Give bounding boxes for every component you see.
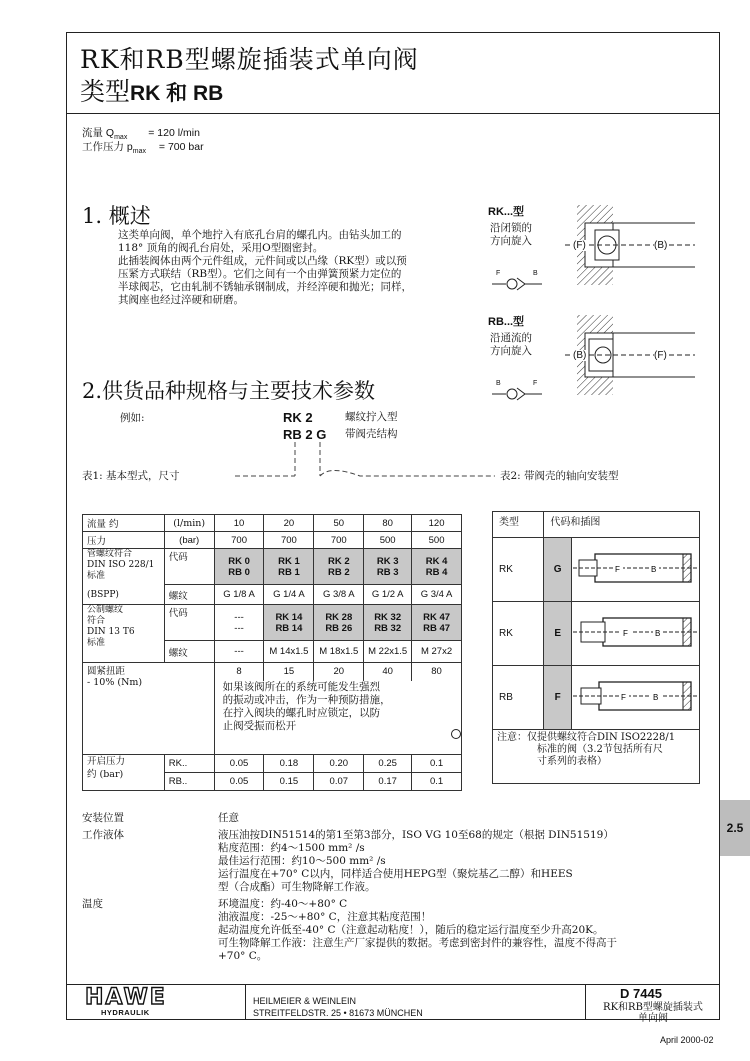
rb-symbol-f: F [533,380,538,387]
table-row: RB F F B [493,666,700,730]
table-row: RK E F B [493,602,700,666]
note-circle-icon [450,728,462,740]
table-row: 圆紧扭距 - 10% (Nm) 8 15 20 40 80 [83,663,462,681]
rb-symbol-b: B [496,380,501,387]
rb-description: 沿通流的 方向旋入 [490,332,532,357]
rk-port-f: (F) [573,240,586,251]
section-1-heading: 1. 概述 [82,204,151,228]
fluid-text: 液压油按DIN51514的第1至第3部分，ISO VG 10至68的规定（根据 DIN51519） 粘度范围：约4～1500 mm² /s 最佳运行范围：约10～500 mm² /s 运行温度在+70° C以内，同样适合使用HEPG型（聚烷基乙二醇）和HEES 型（合成酯）可生物降解工作液。 [218,829,614,893]
rk-port-b: (B) [654,240,668,251]
rk-symbol-f: F [496,270,501,277]
section-1-body: 这类单向阀，单个地拧入有底孔台肩的螺孔内。由钻头加工的 118° 顶角的阀孔台肩处，采用O型圈密封。 此插装阀体由两个元件组成，元件间或以凸缘（RK型）或以预 压紧方式联结（RB型）。它们之间有一个由弹簧预紧力定位的 半球阀芯，它由轧制不锈轴承钢制成，并经淬硬和抛光；同样， 其阀座也经过淬硬和研磨。 [118,229,412,306]
page-title: RK和RB型螺旋插装式单向阀 [80,45,419,74]
rk-type-label: RK...型 [488,206,525,218]
table-row: 公制螺纹 符合 DIN 13 T6 标准 代码 --- --- RK 14 RB 14 RK 28 RB 26 RK 32 RB 32 RK 47 RB 47 [83,605,462,641]
table-row: 压力 (bar) 700 700 700 500 500 [83,532,462,549]
table-row: 注意：仅提供螺纹符合DIN ISO2228/1 标准的阀（3.2节包括所有尺 寸系列的表格） [493,730,700,784]
install-value: 任意 [218,812,239,824]
table-1-label: 表1: 基本型式，尺寸 [82,470,180,482]
example-code-rb: RB 2 G [283,427,327,442]
pressure-spec: 工作压力 $p_{max} = 700$ bar [82,141,204,156]
flow-spec: 流量 $Q_{max} = 120$ l/min [82,127,200,142]
table-row: 类型 代码和插图 [493,512,700,538]
page-subtitle: 类型RK 和 RB [80,77,224,106]
table-row: RB.. 0.05 0.15 0.07 0.17 0.1 [83,773,462,791]
table-row: 流量 约 (l/min) 10 20 50 80 120 [83,515,462,532]
section-tab: 2.5 [720,800,750,856]
rk-g-housing-drawing [573,548,697,588]
table-row: 开启压力 约 (bar) RK.. 0.05 0.18 0.20 0.25 0.1 [83,755,462,773]
example-leader-lines [230,440,500,485]
temperature-label: 温度 [82,898,103,910]
company-address: HEILMEIER & WEINLEIN STREITFELDSTR. 25 • 81673 MÜNCHEN [253,996,423,1018]
table-1 [82,514,462,791]
header-rule [66,113,720,114]
document-title: RK和RB型螺旋插装式 单向阀 [603,1002,703,1024]
table-row: 如果该阀所在的系统可能发生强烈 的振动或冲击，作为一种预防措施， 在拧入阀块的螺孔时应锁定，以防 止阀受振而松开 [83,681,462,755]
table-2-label: 表2: 带阀壳的轴向安装型 [500,470,619,482]
temperature-text: 环境温度：约-40～+80° C 油液温度：-25～+80° C，注意其粘度范围！ 起动温度允许低至-40° C（注意起动粘度！），随后的稳定运行温度至少升高20K。 可生物降解工作液：注意生产厂家提供的数据。考虑到密封件的兼容性，温度不得高于 +70° C。 [218,898,617,962]
document-number: D 7445 [620,986,662,1001]
rk-description: 沿闭锁的 方向旋入 [490,222,532,247]
footer-divider [585,984,586,1020]
table-row: 螺纹 G 1/8 A G 1/4 A G 3/8 A G 1/2 A G 3/4 A [83,585,462,605]
rk-g-port-f: F [615,565,620,574]
table-row: 螺纹 --- M 14x1.5 M 18x1.5 M 22x1.5 M 27x2 [83,641,462,663]
example-code-rk-desc: 螺纹拧入型 [345,411,398,423]
rb-f-port-b: B [653,693,659,702]
fluid-label: 工作液体 [82,829,124,841]
table-2 [492,511,700,784]
example-code-rb-desc: 带阀壳结构 [345,428,398,440]
rk-e-housing-drawing [573,612,697,652]
rk-g-port-b: B [651,565,657,574]
rk-e-port-b: B [655,629,661,638]
hawe-logo: HAWE HYDRAULIK [85,985,167,1017]
example-code-rk: RK 2 [283,410,313,425]
document-date: April 2000-02 [660,1035,714,1045]
footer-divider [245,984,246,1020]
rb-port-f: (F) [654,350,667,361]
install-label: 安装位置 [82,812,124,824]
rk-symbol-b: B [533,270,538,277]
rb-f-port-f: F [621,693,626,702]
table-row: RK G F B [493,538,700,602]
rb-f-housing-drawing [573,676,697,716]
section-2-heading: 2.供货品种规格与主要技术参数 [82,379,376,403]
rb-port-b: (B) [573,350,587,361]
table-row: 管螺纹符合 DIN ISO 228/1 标准 (BSPP) 代码 RK 0 RB 0 RK 1 RB 1 RK 2 RB 2 RK 3 RB 3 RK 4 RB 4 [83,549,462,585]
rb-type-label: RB...型 [488,316,525,328]
example-label: 例如: [120,412,145,424]
rk-e-port-f: F [623,629,628,638]
